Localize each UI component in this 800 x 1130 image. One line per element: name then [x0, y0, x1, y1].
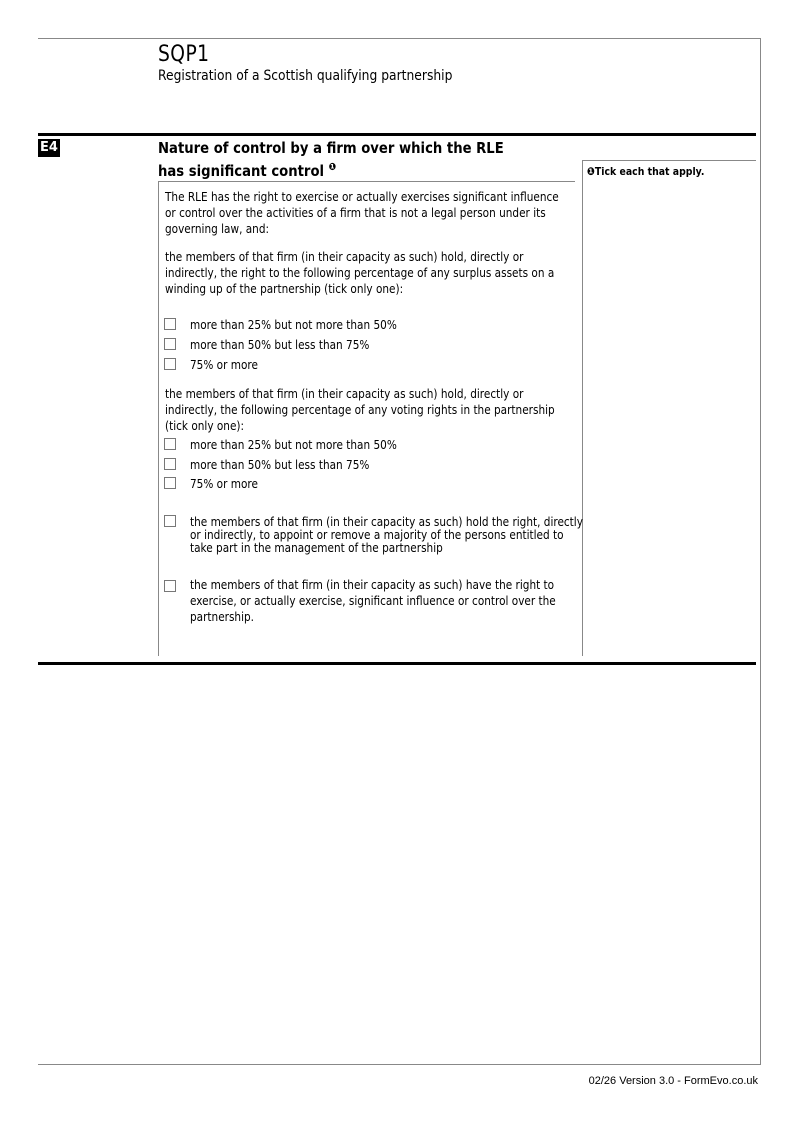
intro-text: The RLE has the right to exercise or actually exercises significant influence or control over the activities of a firm that is not a legal person under its governing law, and:	[165, 189, 559, 236]
content-left-border	[158, 181, 159, 656]
footer-version: 02/26 Version 3.0 - FormEvo.co.uk	[588, 1075, 758, 1087]
voting-option-50-75[interactable]	[164, 458, 404, 472]
checkbox[interactable]	[164, 580, 176, 592]
section-top-rule	[38, 133, 756, 136]
info-marker-icon: ❶	[328, 162, 337, 173]
section-heading	[158, 139, 528, 181]
section-heading-text: Nature of control by a firm over which the RLE has significant control	[158, 139, 504, 180]
checkbox[interactable]	[164, 458, 176, 470]
option-label: more than 50% but less than 75%	[190, 337, 370, 352]
option-label: the members of that firm (in their capacity as such) have the right to exercise, or actually exercise, significant influence or control over the partnership.	[190, 577, 556, 624]
section-bottom-rule	[38, 662, 756, 665]
option-label: 75% or more	[190, 357, 258, 372]
page-bottom-rule	[38, 1064, 761, 1065]
voting-prompt: the members of that firm (in their capacity as such) hold, directly or indirectly, the following percentage of any voting rights in the partnership (tick only one):	[165, 386, 555, 433]
option-label: the members of that firm (in their capacity as such) hold the right, directly or indirectly, to appoint or remove a majority of the persons entitled to take part in the management of the partnership	[190, 514, 583, 555]
checkbox[interactable]	[164, 358, 176, 370]
form-code: SQP1	[158, 42, 210, 67]
side-note: ❶Tick each that apply.	[587, 165, 705, 178]
side-note-rule	[582, 160, 756, 161]
appoint-remove-option[interactable]	[164, 515, 660, 554]
checkbox[interactable]	[164, 477, 176, 489]
checkbox[interactable]	[164, 438, 176, 450]
surplus-option-25-50[interactable]	[164, 318, 436, 332]
option-label: more than 25% but not more than 50%	[190, 317, 397, 332]
checkbox[interactable]	[164, 318, 176, 330]
page-right-rule	[760, 38, 761, 1065]
section-code: E4	[38, 139, 60, 157]
form-title: Registration of a Scottish qualifying partnership	[158, 68, 453, 84]
option-label: more than 50% but less than 75%	[190, 457, 370, 472]
voting-option-25-50[interactable]	[164, 438, 436, 452]
surplus-option-75-plus[interactable]	[164, 358, 271, 372]
surplus-option-50-75[interactable]	[164, 338, 404, 352]
checkbox[interactable]	[164, 515, 176, 527]
page-top-rule	[38, 38, 761, 39]
surplus-prompt: the members of that firm (in their capacity as such) hold, directly or indirectly, the right to the following percentage of any surplus assets on a winding up of the partnership (tick only one):	[165, 249, 555, 296]
checkbox[interactable]	[164, 338, 176, 350]
significant-influence-option[interactable]	[164, 577, 640, 625]
option-label: more than 25% but not more than 50%	[190, 437, 397, 452]
heading-underline	[158, 181, 575, 182]
voting-option-75-plus[interactable]	[164, 477, 271, 491]
option-label: 75% or more	[190, 476, 258, 491]
